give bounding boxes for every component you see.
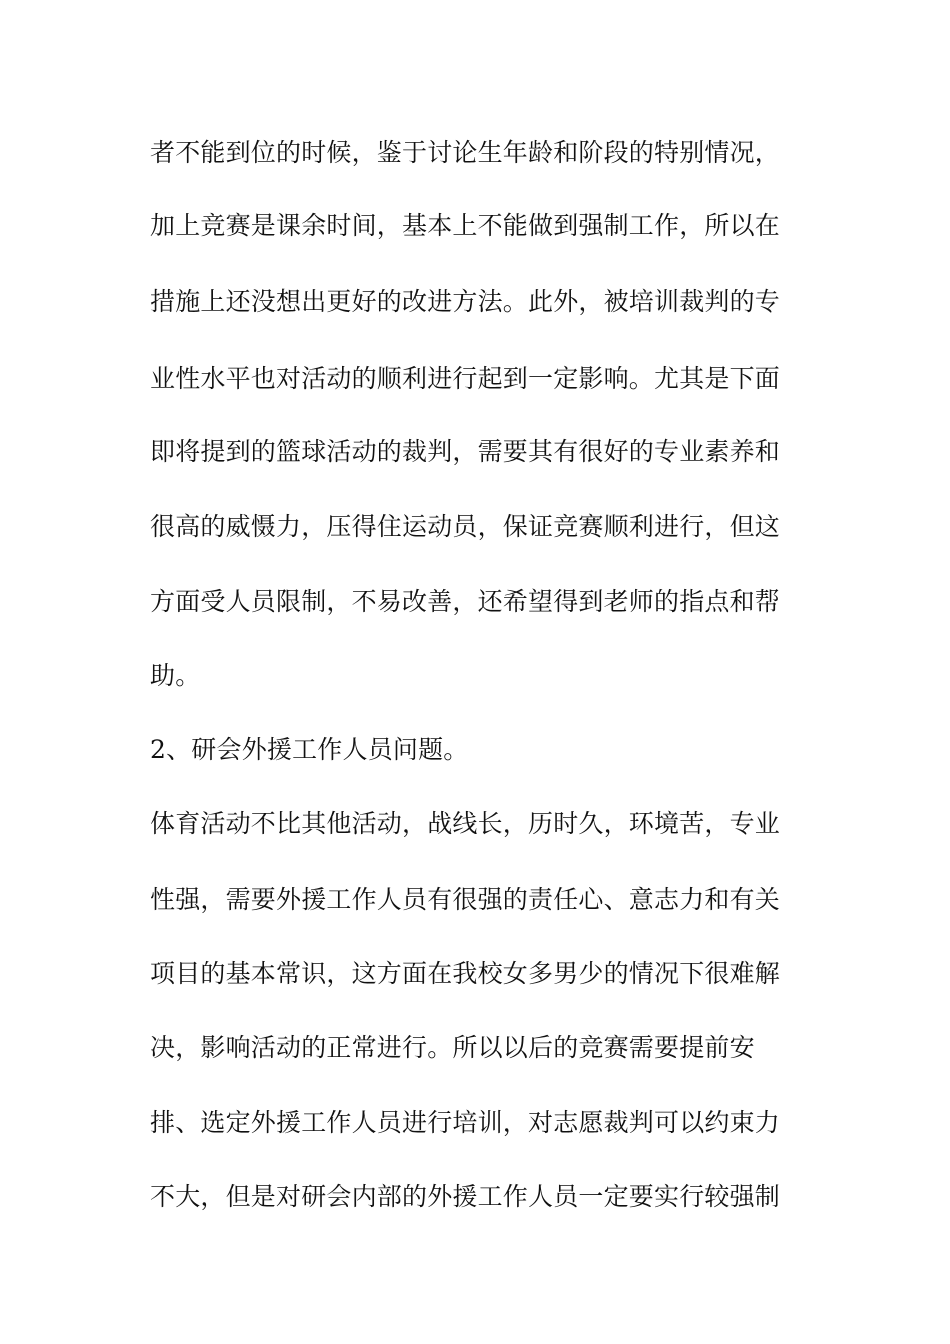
paragraph-line: 体育活动不比其他活动，战线长，历时久，环境苦，专业 [150,809,781,838]
paragraph-line: 性强，需要外援工作人员有很强的责任心、意志力和有关 [150,885,781,914]
paragraph-line: 排、选定外援工作人员进行培训，对志愿裁判可以约束力 [150,1108,781,1137]
paragraph-line: 业性水平也对活动的顺利进行起到一定影响。尤其是下面 [150,364,781,393]
paragraph-line: 助。 [150,661,201,690]
paragraph-line: 措施上还没想出更好的改进方法。此外，被培训裁判的专 [150,287,781,316]
paragraph-line: 方面受人员限制，不易改善，还希望得到老师的指点和帮 [150,587,781,616]
paragraph-line: 不大，但是对研会内部的外援工作人员一定要实行较强制 [150,1182,781,1211]
paragraph-line: 决，影响活动的正常进行。所以以后的竞赛需要提前安 [150,1033,755,1062]
paragraph-line: 者不能到位的时候，鉴于讨论生年龄和阶段的特别情况， [150,138,781,167]
paragraph-line: 项目的基本常识，这方面在我校女多男少的情况下很难解 [150,959,781,988]
paragraph-line: 很高的威慑力，压得住运动员，保证竞赛顺利进行，但这 [150,512,781,541]
paragraph-line: 加上竞赛是课余时间，基本上不能做到强制工作，所以在 [150,211,781,240]
section-heading: 2、研会外援工作人员问题。 [150,735,469,764]
paragraph-line: 即将提到的篮球活动的裁判，需要其有很好的专业素养和 [150,437,781,466]
